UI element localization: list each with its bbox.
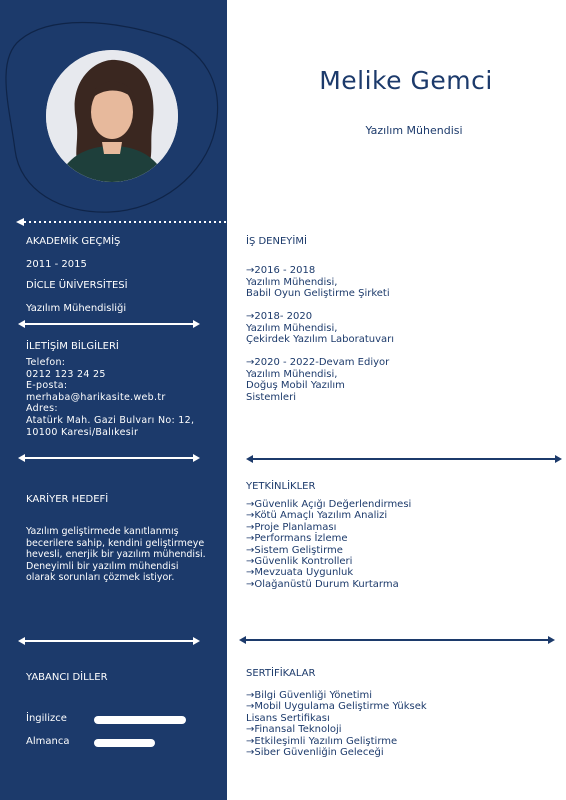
- divider-arrow: [239, 634, 555, 646]
- skill-item: →Sistem Geliştirme: [246, 544, 343, 556]
- experience-role: Yazılım Mühendisi,: [246, 322, 338, 334]
- language-name-english: İngilizce: [26, 713, 67, 724]
- education-heading: AKADEMİK GEÇMİŞ: [26, 236, 121, 247]
- profile-portrait: [46, 50, 178, 182]
- certificate-item: →Siber Güvenliğin Geleceği: [246, 747, 384, 759]
- contact-address-line1: Atatürk Mah. Gazi Bulvarı No: 12,: [26, 414, 195, 426]
- contact-email: merhaba@harikasite.web.tr: [26, 391, 166, 403]
- skill-item: →Performans İzleme: [246, 533, 348, 545]
- skill-item: →Olağanüstü Durum Kurtarma: [246, 578, 399, 590]
- education-department: Yazılım Mühendisliği: [26, 303, 127, 314]
- divider-arrow: [18, 635, 200, 647]
- experience-company: Çekirdek Yazılım Laboratuvarı: [246, 334, 395, 346]
- certificates-list: [246, 690, 427, 758]
- experience-period: →2020 - 2022-Devam Ediyor: [246, 357, 390, 368]
- experience-item: [246, 311, 394, 346]
- skill-item: →Mevzuata Uygunluk: [246, 567, 354, 579]
- language-level-bar-english: [94, 716, 186, 724]
- education-years: 2011 - 2015: [26, 259, 87, 270]
- contact-email-label: E-posta:: [26, 380, 68, 392]
- certificate-item: →Etkileşimli Yazılım Geliştirme: [246, 735, 398, 747]
- objective-text: Yazılım geliştirmede kanıtlanmış becerilere sahip, kendini geliştirmeye hevesli, enerjik bir yazılım mühendisi. Deneyimli bir yazılım mühendisi olarak sorunları çözmek istiyor.: [26, 526, 206, 583]
- experience-item: [246, 265, 390, 300]
- divider-arrow: [18, 318, 200, 330]
- contact-phone-label: Telefon:: [26, 357, 66, 368]
- left-sidebar: [0, 0, 227, 800]
- experience-period: →2016 - 2018: [246, 265, 316, 276]
- experience-company: Babil Oyun Geliştirme Şirketi: [246, 288, 390, 300]
- certificate-item: →Finansal Teknoloji: [246, 724, 342, 736]
- contact-info: [26, 357, 194, 438]
- skills-list: [246, 499, 411, 590]
- education-school: DİCLE ÜNİVERSİTESİ: [26, 280, 128, 291]
- experience-period: →2018- 2020: [246, 311, 313, 322]
- experience-item: [246, 357, 389, 403]
- skill-item: →Güvenlik Açığı Değerlendirmesi: [246, 499, 412, 510]
- contact-phone: 0212 123 24 25: [26, 368, 106, 380]
- certificates-heading: SERTİFİKALAR: [246, 668, 316, 679]
- language-level-bar-german: [94, 739, 155, 747]
- divider-arrow: [18, 452, 200, 464]
- skill-item: →Güvenlik Kontrolleri: [246, 556, 353, 568]
- skill-item: →Kötü Amaçlı Yazılım Analizi: [246, 510, 388, 522]
- experience-role: Yazılım Mühendisi,: [246, 368, 338, 380]
- language-name-german: Almanca: [26, 736, 70, 747]
- objective-heading: KARİYER HEDEFİ: [26, 494, 109, 505]
- experience-heading: İŞ DENEYİMİ: [246, 236, 307, 247]
- person-name: Melike Gemci: [319, 66, 493, 95]
- main-content: [227, 0, 566, 800]
- profile-photo: [46, 50, 178, 182]
- contact-address-line2: 10100 Karesi/Balıkesir: [26, 426, 139, 438]
- person-title: Yazılım Mühendisi: [365, 124, 463, 137]
- divider-arrow: [246, 453, 562, 465]
- contact-heading: İLETİŞİM BİLGİLERİ: [26, 341, 119, 352]
- experience-role: Yazılım Mühendisi,: [246, 276, 338, 288]
- contact-address-label: Adres:: [26, 403, 58, 415]
- certificate-item: →Mobil Uygulama Geliştirme Yüksek Lisans Sertifikası: [246, 701, 427, 724]
- languages-heading: YABANCI DİLLER: [26, 672, 108, 683]
- experience-company: Doğuş Mobil Yazılım Sistemleri: [246, 380, 345, 403]
- certificate-item: →Bilgi Güvenliği Yönetimi: [246, 690, 373, 701]
- skills-heading: YETKİNLİKLER: [246, 481, 316, 492]
- skill-item: →Proje Planlaması: [246, 521, 337, 533]
